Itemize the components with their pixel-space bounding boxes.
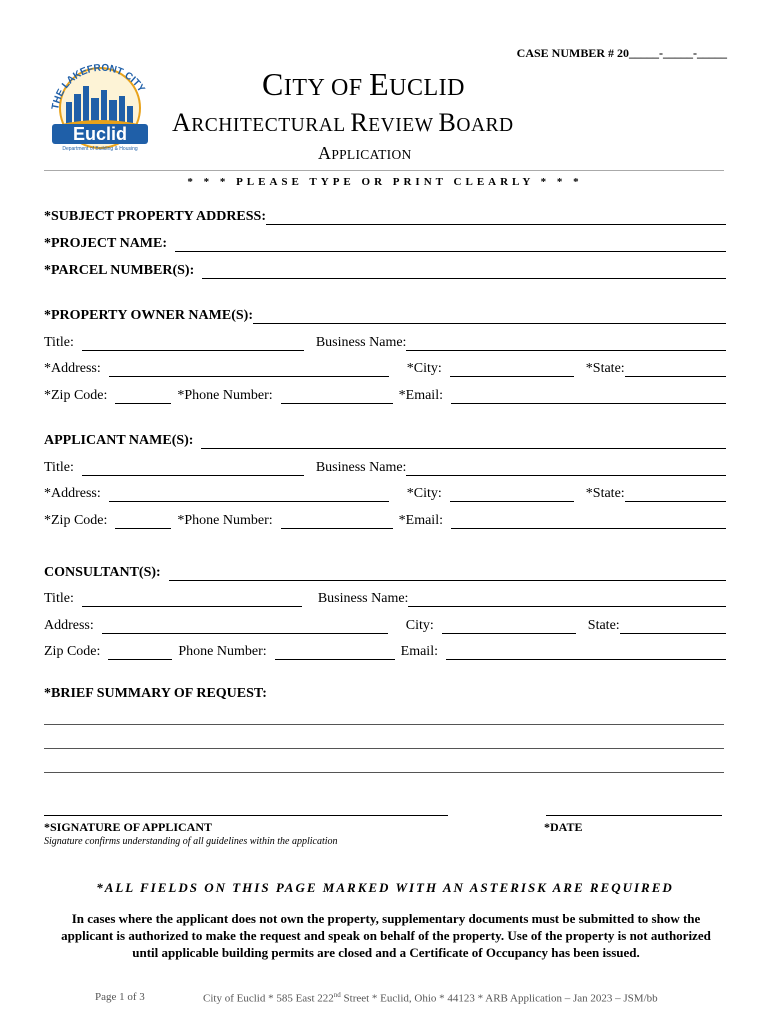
- applicant-contact-row: [44, 509, 726, 529]
- parcel-number-field[interactable]: [202, 264, 726, 279]
- consultant-phone-label: Phone Number:: [178, 644, 267, 659]
- consultant-contact-row: [44, 640, 726, 660]
- consultant-address-label: Address:: [44, 618, 94, 633]
- subject-address-field[interactable]: [266, 210, 726, 225]
- owner-business-label: Business Name:: [315, 335, 407, 350]
- owner-zip-field[interactable]: [115, 389, 171, 404]
- footer-address: City of Euclid * 585 East 222nd Street * Euclid, Ohio * 44123 * ARB Application – Jan 2023 – JSM/bb: [203, 991, 658, 1005]
- logo-arc-text: THE LAKEFRONT CITY: [50, 62, 147, 111]
- logo-dept: Department of Building & Housing: [62, 146, 138, 152]
- applicant-phone-field[interactable]: [281, 514, 393, 529]
- applicant-heading: APPLICANT NAME(S):: [44, 433, 194, 448]
- parcel-number-row: [44, 259, 726, 279]
- consultant-name-field[interactable]: [169, 566, 726, 581]
- owner-city-label: *City:: [406, 361, 442, 376]
- consultant-title-label: Title:: [44, 591, 74, 606]
- owner-email-label: *Email:: [398, 388, 443, 403]
- consultant-heading: CONSULTANT(S):: [44, 565, 161, 580]
- project-name-row: [44, 232, 726, 252]
- applicant-title-label: Title:: [44, 460, 74, 475]
- consultant-state-label: State:: [587, 618, 620, 633]
- title-city-of-euclid: CITY OF EUCLID: [262, 66, 465, 102]
- consultant-email-label: Email:: [400, 644, 438, 659]
- applicant-city-label: *City:: [406, 486, 442, 501]
- applicant-title-row: [44, 456, 726, 476]
- consultant-zip-field[interactable]: [108, 645, 172, 660]
- applicant-address-field[interactable]: [109, 487, 389, 502]
- applicant-heading-row: [44, 429, 726, 449]
- consultant-email-field[interactable]: [446, 645, 726, 660]
- applicant-business-label: Business Name:: [315, 460, 407, 475]
- authorization-notice: In cases where the applicant does not own the property, supplementary documents must be submitted to show the applicant is authorized to make the request and speak on behalf of the property. Use of the property is not authorized until applicable building permits are closed and a Certificate of Occupancy has been issued.: [61, 911, 711, 960]
- applicant-zip-field[interactable]: [115, 514, 171, 529]
- applicant-name-field[interactable]: [201, 434, 726, 449]
- owner-state-field[interactable]: [625, 362, 726, 377]
- owner-email-field[interactable]: [451, 389, 726, 404]
- applicant-email-field[interactable]: [451, 514, 726, 529]
- signature-label: *SIGNATURE OF APPLICANT: [44, 820, 213, 834]
- applicant-email-label: *Email:: [398, 513, 443, 528]
- consultant-business-field[interactable]: [408, 592, 726, 607]
- required-fields-note: *ALL FIELDS ON THIS PAGE MARKED WITH AN ASTERISK ARE REQUIRED: [96, 880, 674, 895]
- applicant-city-field[interactable]: [450, 487, 574, 502]
- owner-title-label: Title:: [44, 335, 74, 350]
- applicant-state-field[interactable]: [625, 487, 726, 502]
- owner-city-field[interactable]: [450, 362, 574, 377]
- owner-title-row: [44, 331, 726, 351]
- project-name-field[interactable]: [175, 237, 726, 252]
- subject-address-label: *SUBJECT PROPERTY ADDRESS:: [44, 209, 266, 224]
- applicant-phone-label: *Phone Number:: [177, 513, 273, 528]
- logo-word: Euclid: [72, 124, 128, 144]
- consultant-business-label: Business Name:: [317, 591, 409, 606]
- summary-line-1[interactable]: [44, 724, 724, 725]
- consultant-city-field[interactable]: [442, 619, 576, 634]
- signature-field[interactable]: [44, 815, 448, 816]
- owner-zip-label: *Zip Code:: [44, 388, 108, 403]
- title-application: APPLICATION: [318, 143, 412, 163]
- applicant-address-row: [44, 482, 726, 502]
- consultant-address-row: [44, 614, 726, 634]
- owner-phone-label: *Phone Number:: [177, 388, 273, 403]
- owner-business-field[interactable]: [406, 336, 726, 351]
- consultant-zip-label: Zip Code:: [44, 644, 101, 659]
- owner-name-field[interactable]: [253, 309, 726, 324]
- title-architectural-review-board: ARCHITECTURAL REVIEW BOARD: [172, 108, 514, 137]
- applicant-business-field[interactable]: [406, 461, 726, 476]
- summary-heading: *BRIEF SUMMARY OF REQUEST:: [44, 686, 267, 701]
- applicant-title-field[interactable]: [82, 461, 304, 476]
- owner-phone-field[interactable]: [281, 389, 393, 404]
- case-number: CASE NUMBER # 20_____-_____-_____: [516, 46, 727, 60]
- logo-graphic: [44, 52, 156, 152]
- owner-title-field[interactable]: [82, 336, 304, 351]
- city-logo: [44, 52, 156, 152]
- date-label: *DATE: [544, 820, 583, 834]
- summary-line-2[interactable]: [44, 748, 724, 749]
- consultant-heading-row: [44, 561, 726, 581]
- owner-address-row: [44, 357, 726, 377]
- parcel-number-label: *PARCEL NUMBER(S):: [44, 263, 195, 278]
- consultant-city-label: City:: [405, 618, 434, 633]
- applicant-address-label: *Address:: [44, 486, 101, 501]
- owner-address-label: *Address:: [44, 361, 101, 376]
- owner-address-field[interactable]: [109, 362, 389, 377]
- consultant-address-field[interactable]: [102, 619, 388, 634]
- signature-note: Signature confirms understanding of all guidelines within the application: [44, 836, 338, 847]
- consultant-title-row: [44, 587, 726, 607]
- project-name-label: *PROJECT NAME:: [44, 236, 168, 251]
- consultant-phone-field[interactable]: [275, 645, 395, 660]
- owner-heading-row: [44, 304, 726, 324]
- owner-state-label: *State:: [585, 361, 625, 376]
- consultant-title-field[interactable]: [82, 592, 302, 607]
- applicant-zip-label: *Zip Code:: [44, 513, 108, 528]
- owner-contact-row: [44, 384, 726, 404]
- summary-line-3[interactable]: [44, 772, 724, 773]
- date-field[interactable]: [546, 815, 722, 816]
- print-instruction: * * * PLEASE TYPE OR PRINT CLEARLY * * *: [187, 176, 583, 188]
- header-divider: [44, 170, 724, 171]
- applicant-state-label: *State:: [585, 486, 625, 501]
- subject-address-row: [44, 205, 726, 225]
- consultant-state-field[interactable]: [620, 619, 726, 634]
- page-number: Page 1 of 3: [95, 991, 145, 1003]
- owner-heading: *PROPERTY OWNER NAME(S):: [44, 308, 253, 323]
